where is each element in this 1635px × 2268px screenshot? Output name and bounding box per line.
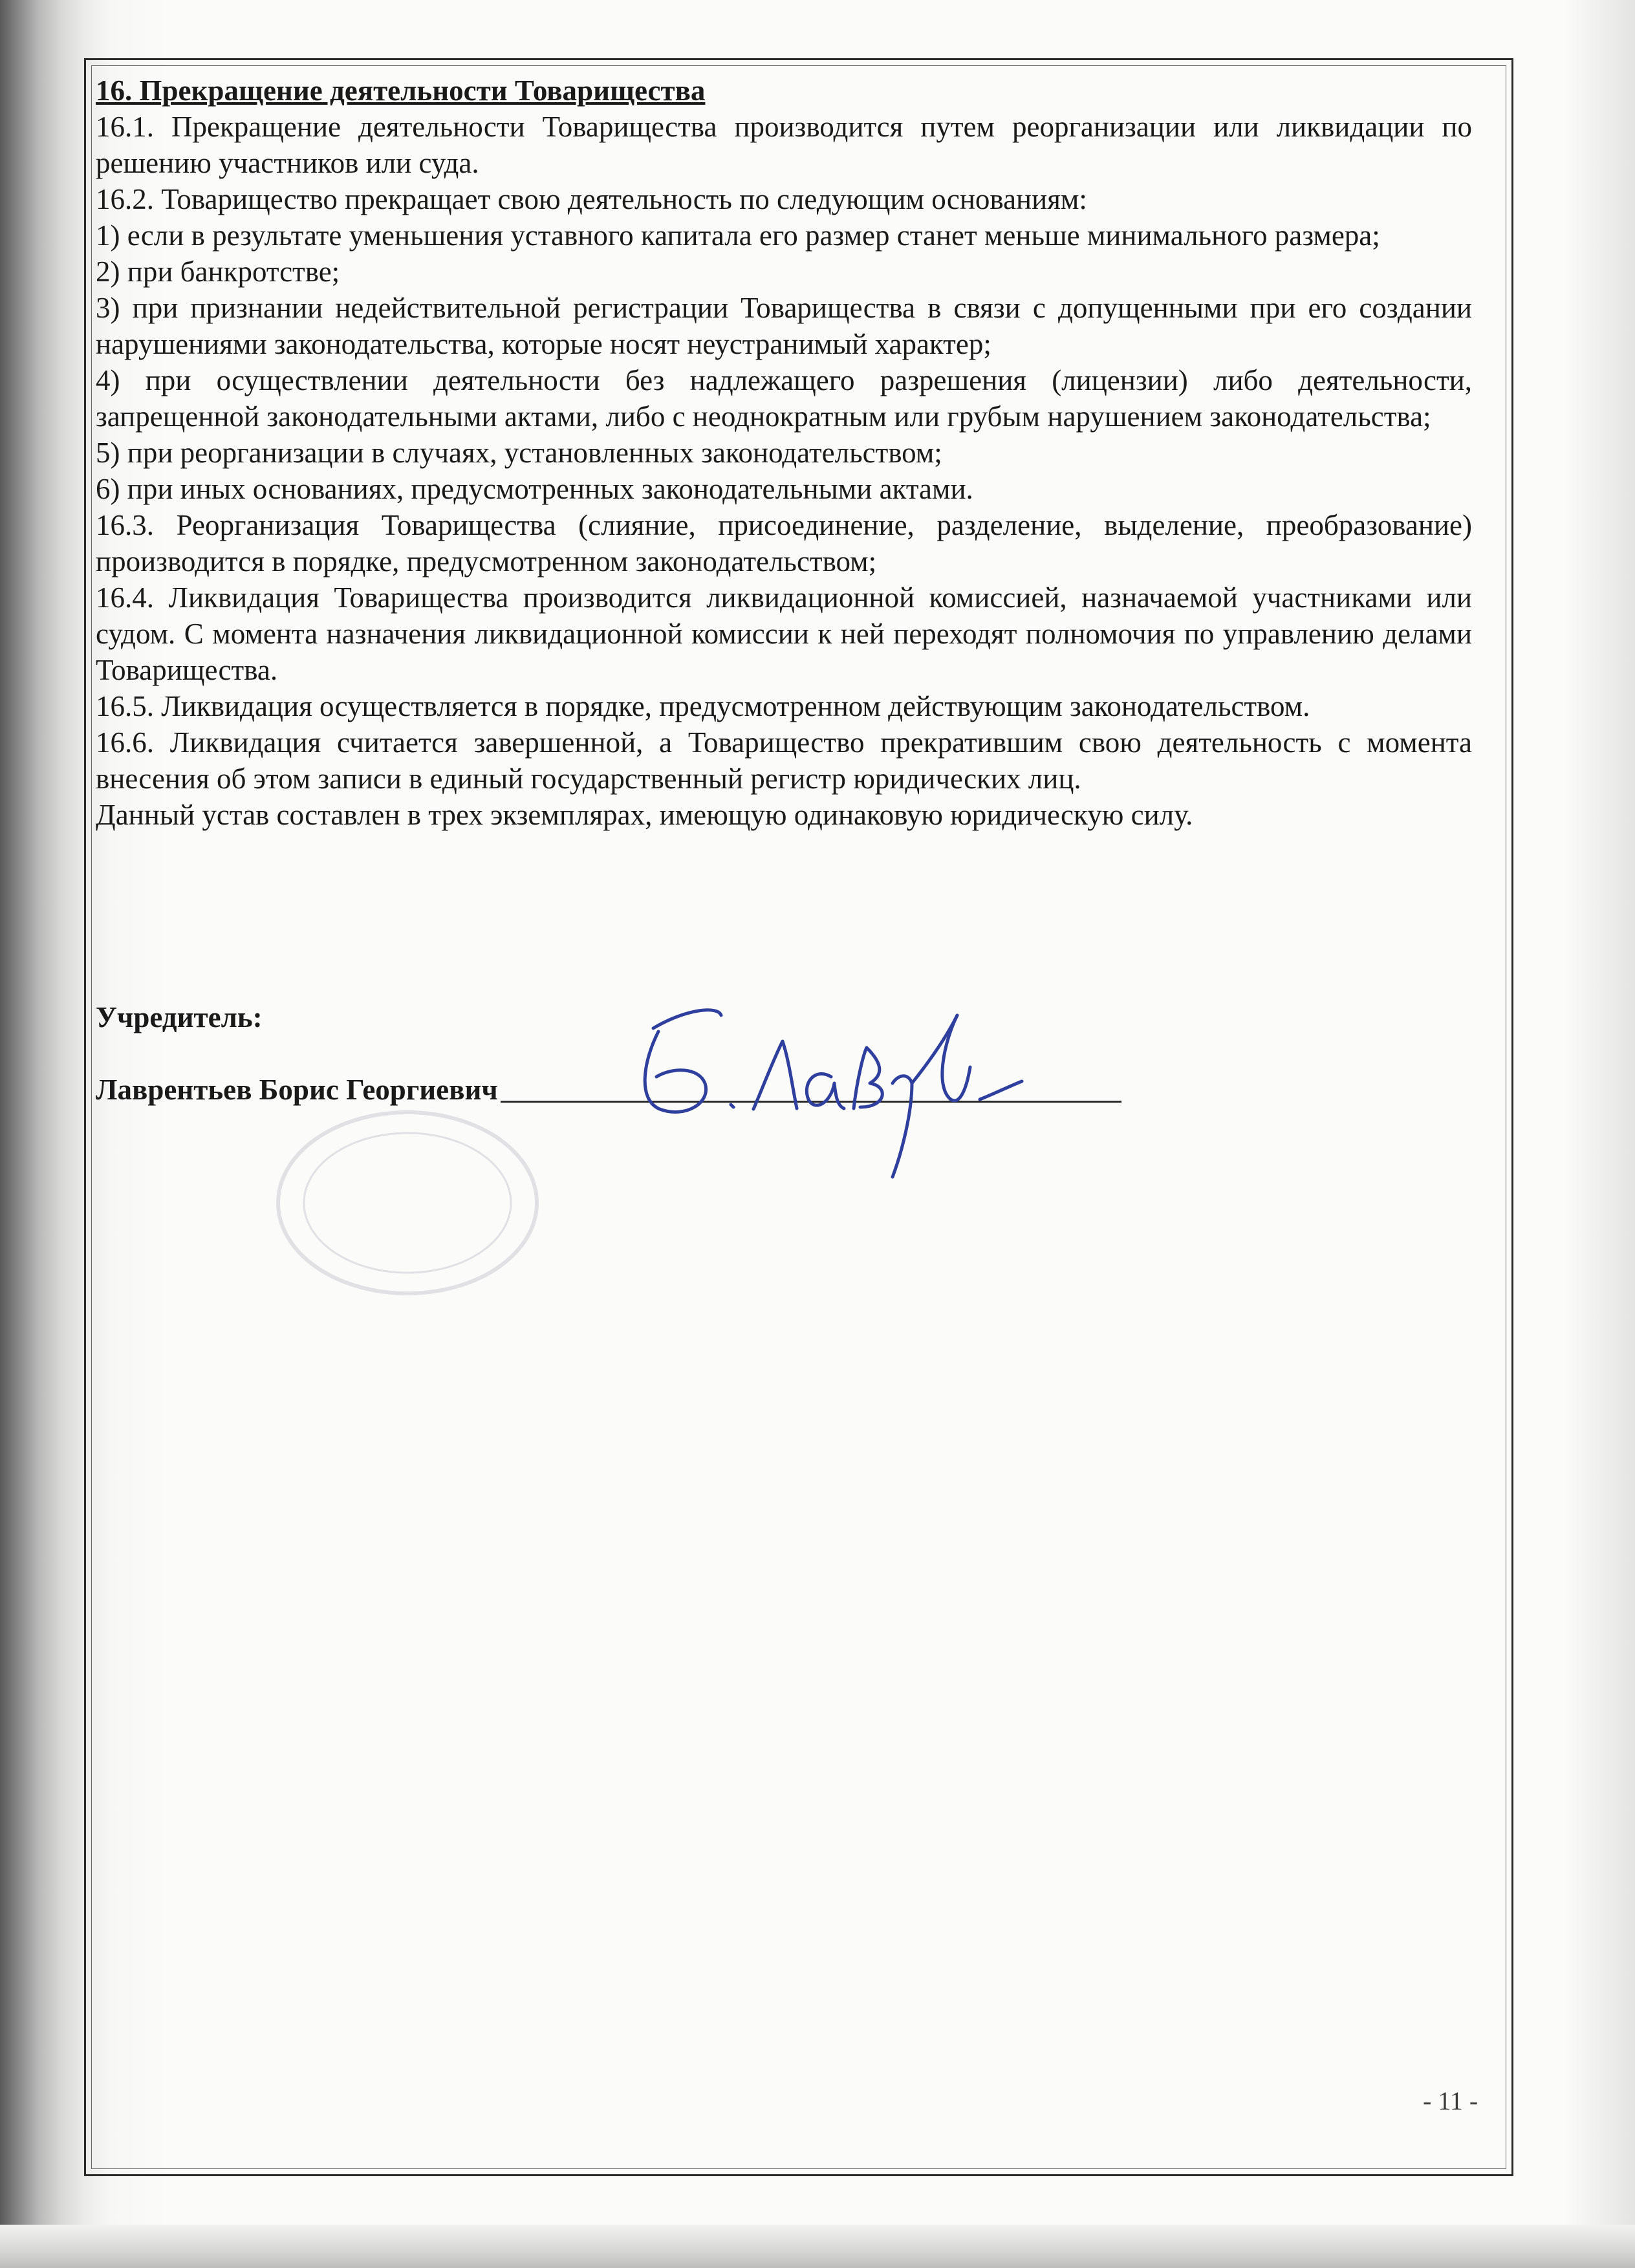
list-item-5: 5) при реорганизации в случаях, установленных законодательством; [96,437,942,469]
paragraph-16-5: 16.5. Ликвидация осуществляется в порядке, предусмотренном действующим законодательством. [96,690,1310,722]
paragraph-16-2: 16.2. Товарищество прекращает свою деятельность по следующим основаниям: [96,183,1087,215]
page-bottom-edge [0,2225,1635,2268]
founder-label: Учредитель: [96,1001,263,1033]
section-heading: 16. Прекращение деятельности Товарищества [96,74,706,107]
list-item-6: 6) при иных основаниях, предусмотренных законодательными актами. [96,473,973,505]
handwritten-signature [608,970,1035,1183]
closing-statement: Данный устав составлен в трех экземплярах, имеющую одинаковую юридическую силу. [96,799,1193,831]
paragraph-16-4: 16.4. Ликвидация Товарищества производится ликвидационной комиссией, назначаемой участниками или судом. С момента назначения ликвидационной комиссии к ней переходят полномочия по управлению делами Товарищества. [96,581,1472,686]
list-item-4: 4) при осуществлении деятельности без надлежащего разрешения (лицензии) либо деятельности, запрещенной законодательными актами, либо с неоднократным или грубым нарушением законодательства; [96,364,1472,433]
paragraph-16-1: 16.1. Прекращение деятельности Товарищества производится путем реорганизации или ликвидации по решению участников или суда. [96,111,1472,179]
page-number: - 11 - [1423,2086,1478,2115]
paragraph-16-3: 16.3. Реорганизация Товарищества (слияние, присоединение, разделение, выделение, преобразование) производится в порядке, предусмотренном законодательством; [96,509,1472,578]
list-item-2: 2) при банкротстве; [96,255,340,288]
document-body [96,72,1472,833]
founder-name: Лаврентьев Борис Георгиевич [96,1074,498,1106]
list-item-1: 1) если в результате уменьшения уставного капитала его размер станет меньше минимального размера; [96,219,1380,252]
seal-impression [259,1099,556,1306]
paragraph-16-6: 16.6. Ликвидация считается завершенной, а Товарищество прекратившим свою деятельность с момента внесения об этом записи в единый государственный регистр юридических лиц. [96,726,1472,795]
list-item-3: 3) при признании недействительной регистрации Товарищества в связи с допущенными при его создании нарушениями законодательства, которые носят неустранимый характер; [96,292,1472,360]
